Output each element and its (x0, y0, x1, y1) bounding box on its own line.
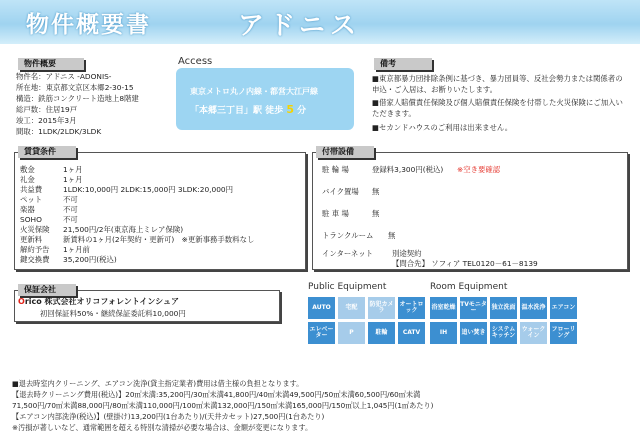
rent-value: 1ヶ月前 (63, 245, 90, 254)
rent-key: 敷金 (20, 165, 35, 174)
bath-dryer-icon: 浴室乾燥 (430, 297, 457, 319)
system-kitchen-icon: システムキッチン (490, 322, 517, 344)
footer-line: ※汚損が著しいなど、通常範囲を超える特別な清掃が必要な場合は、金額が変更になります。 (12, 423, 313, 432)
footer-line: 【退去時クリーニング費用(税込)】20㎡未満:35,200円/30㎡未満41,800円/40㎡未満49,500円/50㎡未満60,500円/60㎡未満 (12, 390, 421, 399)
fac-value: 無 (372, 209, 380, 218)
property-name: アドニス (238, 11, 361, 41)
guarantee-note: 初回保証料50%・継続保証委託料10,000円 (40, 309, 186, 318)
walk-in-closet-icon: ウォークイン (520, 322, 547, 344)
catv-icon: CATV (398, 322, 425, 344)
fac-value: 無 (388, 231, 396, 240)
reheat-bath-icon: 追い焚き (460, 322, 487, 344)
overview-heading: 物件概要 (18, 58, 84, 70)
rent-key: 火災保険 (20, 225, 50, 234)
overview-line: 物件名：アドニス -ADONIS- (16, 72, 112, 81)
rent-value: 新賃料の1ヶ月(2年契約・更新可) ※更新事務手数料なし (63, 235, 255, 244)
fac-contact: 【問合先】 ソフィア TEL0120－61－8139 (392, 259, 538, 268)
overview-line: 総戸数：住居19戸 (16, 105, 78, 114)
fac-value: 別途契約 (392, 249, 422, 258)
walk-minutes: 5 (286, 103, 294, 116)
overview-line: 間取：1LDK/2LDK/3LDK (16, 127, 102, 136)
parking-icon: P (338, 322, 365, 344)
overview-line: 竣工：2015年3月 (16, 116, 77, 125)
delivery-box-icon: 宅配 (338, 297, 365, 319)
rent-key: SOHO (20, 215, 42, 224)
rent-value: 不可 (63, 215, 78, 224)
room-equipment-icons (430, 297, 590, 344)
fac-key: 駐 車 場 (322, 209, 349, 218)
fac-key: 駐 輪 場 (322, 165, 349, 174)
washlet-icon: 温水洗浄 (520, 297, 547, 319)
notes-list (372, 74, 628, 134)
company-name: rico 株式会社オリコフォレントインシュア (24, 297, 180, 306)
lock-icon: オートロック (398, 297, 425, 319)
rent-value: 不可 (63, 205, 78, 214)
rent-key: 共益費 (20, 185, 43, 194)
rent-value: 1LDK:10,000円 2LDK:15,000円 3LDK:20,000円 (63, 185, 233, 194)
rent-heading: 賃貸条件 (18, 146, 76, 158)
fac-key: インターネット (322, 249, 374, 258)
auto-lock-icon: AUTO (308, 297, 335, 319)
access-line: 東京メトロ丸ノ内線・都営大江戸線 (190, 87, 318, 96)
facilities-heading: 付帯設備 (316, 146, 374, 158)
public-equipment-icons (308, 297, 432, 344)
walk-unit: 分 (297, 106, 307, 116)
fac-value: 無 (372, 187, 380, 196)
fac-note: ※空き要確認 (457, 165, 501, 174)
public-equipment-label: Public Equipment (308, 282, 387, 292)
room-equipment-label: Room Equipment (430, 282, 508, 292)
elevator-icon: エレベーター (308, 322, 335, 344)
rent-key: 解約予告 (20, 245, 50, 254)
rent-key: 礼金 (20, 175, 35, 184)
guarantee-company (18, 297, 179, 307)
walk-prefix: 徒歩 (265, 106, 284, 116)
guarantee-heading: 保証会社 (18, 284, 76, 296)
fac-key: トランクルーム (322, 231, 374, 240)
overview-line: 所在地：東京都文京区本郷2-30-15 (16, 83, 134, 92)
rent-key: 楽器 (20, 205, 35, 214)
footer-line: ■退去時室内クリーニング、エアコン洗浄(貸主指定業者)費用は借主様の負担となります。 (12, 379, 304, 388)
bicycle-icon: 駐輪 (368, 322, 395, 344)
ih-cooker-icon: IH (430, 322, 457, 344)
document-title: 物件概要書 (26, 12, 151, 38)
note-item: ■借家人賠償責任保険及び個人賠償責任保険を付帯した火災保険にご加入いただきます。 (372, 98, 623, 119)
rent-key: ペット (20, 195, 43, 204)
access-label: Access (178, 56, 213, 67)
air-conditioner-icon: エアコン (550, 297, 577, 319)
fac-value: 登録料3,300円(税込) (372, 165, 444, 174)
fac-key: バイク置場 (322, 187, 359, 196)
rent-value: 21,500円/2年(東京海上ミレア保険) (63, 225, 184, 234)
orico-logo-mark: O (18, 297, 25, 306)
rent-value: 35,200円(税込) (63, 255, 117, 264)
tv-monitor-icon: TVモニター (460, 297, 487, 319)
washbasin-icon: 独立洗面 (490, 297, 517, 319)
access-station (190, 103, 306, 117)
rent-key: 鍵交換費 (20, 255, 50, 264)
notes-heading: 備考 (374, 58, 432, 70)
rent-value: 1ヶ月 (63, 175, 83, 184)
flooring-icon: フローリング (550, 322, 577, 344)
security-camera-icon: 防犯カメラ (368, 297, 395, 319)
note-item: ■セカンドハウスのご利用は出来ません。 (372, 122, 513, 132)
rent-value: 1ヶ月 (63, 165, 83, 174)
overview-line: 構造：鉄筋コンクリート造地上8階建 (16, 94, 139, 103)
footer-line: 【エアコン内部洗浄(税込)】(壁掛け)13,200円(1台あたり)/(天井カセット)27,500円(1台あたり) (12, 412, 325, 421)
station-name: 「本郷三丁目」駅 (190, 106, 263, 116)
access-panel (176, 68, 354, 130)
rent-box (14, 152, 306, 270)
rent-key: 更新料 (20, 235, 43, 244)
note-item: ■東京都暴力団排除条例に基づき、暴力団員等、反社会勢力または関係者の申込・ご入居は、お断りいたします。 (372, 74, 623, 94)
rent-value: 不可 (63, 195, 78, 204)
footer-line: 71,500円/70㎡未満88,000円/80㎡未満110,000円/100㎡未満132,000円/150㎡未満165,000円/150㎡以上1,045円(1㎡あたり) (12, 401, 434, 410)
